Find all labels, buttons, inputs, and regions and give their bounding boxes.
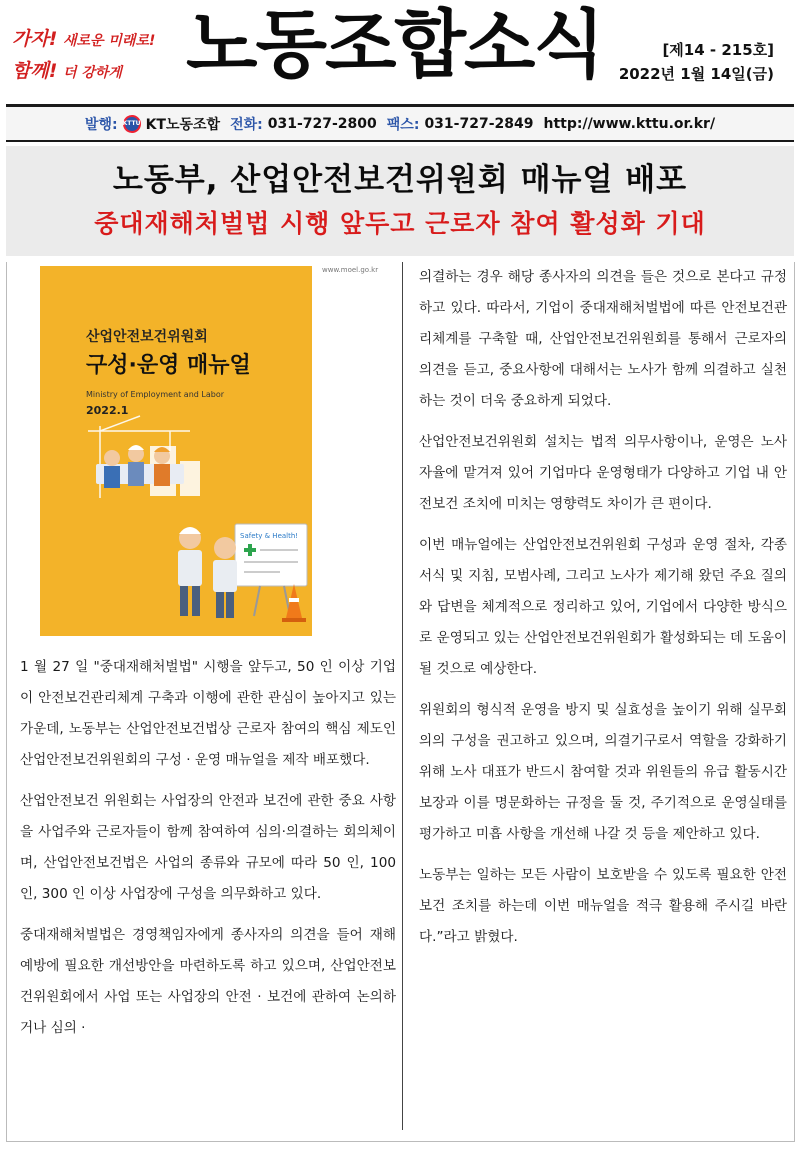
headline-box (6, 146, 794, 256)
cover-date: 2022.1 (86, 404, 129, 417)
left-paragraph-3: 중대재해처벌법은 경영책임자에게 종사자의 의견을 들어 재해예방에 필요한 개선방안을 마련하도록 하고 있으며, 산업안전보건위원회에서 사업 또는 사업장의 안전 · 보건에 관하여 논의하거나 심의 · (20, 927, 396, 1036)
publisher-name: KT노동조합 (145, 116, 221, 133)
slogan-line2-b: 더 강하게 (62, 65, 122, 81)
article-subheadline: 중대재해처벌법 시행 앞두고 근로자 참여 활성화 기대 (94, 209, 706, 238)
cover-title-line2: 구성·운영 매뉴얼 (86, 353, 251, 378)
publisher-info (85, 114, 220, 134)
slogan-line2-a: 함께! (12, 60, 58, 82)
left-paragraph-2: 산업안전보건 위원회는 사업장의 안전과 보건에 관한 중요 사항을 사업주와 근로자들이 함께 참여하여 심의·의결하는 회의체이며, 산업안전보건법은 사업의 종류와 규모에 따라 50 인, 100 인, 300 인 이상 사업장에 구성을 의무화하고 있다. (20, 793, 396, 902)
nameplate: 노동조합소식 (186, 2, 603, 88)
right-paragraph-5: 노동부는 일하는 모든 사람이 보호받을 수 있도록 필요한 안전보건 조치를 하는데 이번 매뉴얼을 적극 활용해 주시길 바란다.”라고 밝혔다. (419, 867, 787, 945)
right-paragraph-1: 의결하는 경우 해당 종사자의 의견을 들은 것으로 본다고 규정하고 있다. 따라서, 기업이 중대재해처벌법에 따른 안전보건관리체계를 구축할 때, 산업안전보건위원회를 통해서 근로자의 의견을 듣고, 중요사항에 대해서는 노사가 함께 의결하고 실천하는 것이 더욱 중요하게 되었다. (419, 269, 787, 409)
publisher-label: 발행: (84, 116, 118, 133)
fax-label: 팩스: (386, 116, 420, 133)
phone-number: 031-727-2800 (267, 115, 377, 132)
issue-number: [제14 - 215호] (662, 41, 774, 59)
website-link[interactable]: http://www.kttu.or.kr/ (543, 115, 716, 132)
cover-ministry: Ministry of Employment and Labor (86, 390, 224, 399)
right-paragraph-4: 위원회의 형식적 운영을 방지 및 실효성을 높이기 위해 실무회의의 구성을 권고하고 있으며, 의결기구로서 역할을 강화하기 위해 노사 대표가 반드시 참여할 것과 위원들의 유급 활동시간 보장과 이를 명문화하는 규정을 둘 것, 주기적으로 운영실태를 평가하고 미흡 사항을 개선해 나갈 것 등을 제안하고 있다. (419, 702, 787, 842)
cover-illustration (40, 266, 312, 636)
issue-date: 2022년 1월 14일(금) (618, 65, 774, 83)
kttu-logo-icon: KTTU (123, 115, 141, 133)
right-paragraph-3: 이번 매뉴얼에는 산업안전보건위원회 구성과 운영 절차, 각종 서식 및 지침, 모범사례, 그리고 노사가 제기해 왔던 주요 질의와 답변을 체계적으로 정리하고 있어, 기업에서 다양한 방식으로 운영되고 있는 산업안전보건위원회가 활성화되는 데 도움이 될 것으로 예상한다. (419, 537, 787, 677)
slogan-line1-b: 새로운 미래로! (62, 33, 156, 49)
fax-number: 031-727-2849 (424, 115, 534, 132)
right-column (419, 262, 787, 963)
frame-left (6, 262, 7, 1142)
phone-label: 전화: (230, 116, 263, 133)
fax-info (387, 114, 534, 134)
phone-info (230, 114, 377, 134)
manual-cover-image (40, 266, 312, 636)
left-paragraph-1: 1 월 27 일 "중대재해처벌법" 시행을 앞두고, 50 인 이상 기업이 안전보건관리체계 구축과 이행에 관한 관심이 높아지고 있는 가운데, 노동부는 산업안전보건법상 근로자 참여의 핵심 제도인 산업안전보건위원회의 구성 · 운영 매뉴얼을 제작 배포했다. (20, 659, 396, 768)
frame-right (794, 262, 795, 1142)
left-column (20, 652, 396, 1054)
cover-url: www.moel.go.kr (322, 266, 379, 274)
cover-title-line1: 산업안전보건위원회 (86, 329, 208, 345)
sign-text: Safety & Health! (240, 532, 299, 540)
issue-info (619, 38, 774, 86)
slogan-line1-a: 가자! (12, 28, 58, 50)
column-divider (402, 262, 403, 1130)
slogan (12, 24, 155, 88)
masthead (0, 0, 800, 100)
frame-bottom (6, 1141, 795, 1142)
right-paragraph-2: 산업안전보건위원회 설치는 법적 의무사항이나, 운영은 노사 자율에 맡겨져 있어 기업마다 운영형태가 다양하고 기업 내 안전보건 조치에 미치는 영향력도 차이가 큰 편이다. (419, 434, 787, 512)
publisher-bar (6, 104, 794, 142)
article-headline: 노동부, 산업안전보건위원회 매뉴얼 배포 (112, 162, 688, 198)
